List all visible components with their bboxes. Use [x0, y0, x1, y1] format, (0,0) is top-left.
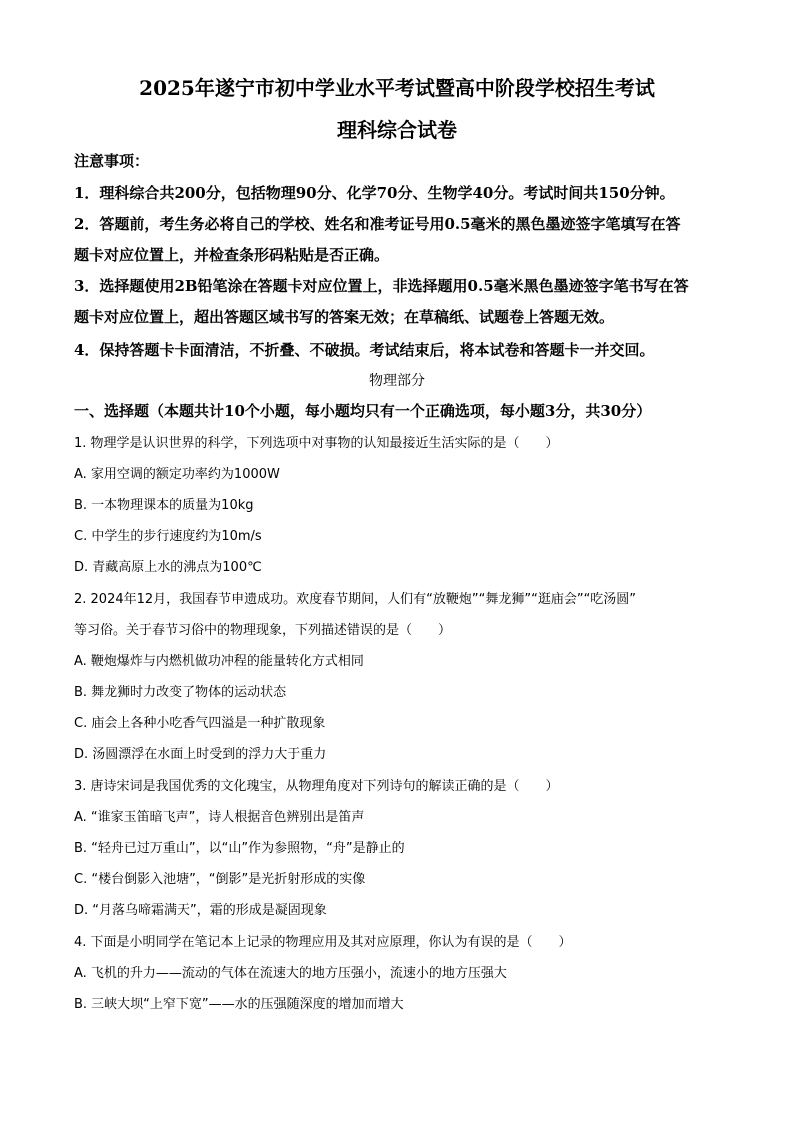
answer-option: D. 汤圆漂浮在水面上时受到的浮力大于重力	[74, 747, 327, 762]
notice-line: 题卡对应位置上，超出答题区域书写的答案无效；在草稿纸、试题卷上答题无效。	[74, 308, 615, 326]
question-stem: 等习俗。关于春节习俗中的物理现象，下列描述错误的是（ ）	[74, 623, 452, 638]
answer-option: C. 庙会上各种小吃香气四溢是一种扩散现象	[74, 716, 326, 731]
notice-heading: 注意事项：	[74, 152, 150, 170]
notice-line: 1．理科综合共200分，包括物理90分、化学70分、生物学40分。考试时间共150分钟。	[74, 184, 675, 202]
answer-option: B. 一本物理课本的质量为10kg	[74, 498, 254, 513]
answer-option: B. 舞龙狮时力改变了物体的运动状态	[74, 685, 287, 700]
answer-option: C. “楼台倒影入池塘”，“倒影”是光折射形成的实像	[74, 872, 366, 887]
question-stem: 1. 物理学是认识世界的科学，下列选项中对事物的认知最接近生活实际的是（ ）	[74, 436, 559, 451]
section-heading: 一、选择题（本题共计10个小题，每小题均只有一个正确选项，每小题3分，共30分）	[74, 402, 652, 420]
exam-subtitle: 理科综合试卷	[337, 118, 457, 142]
answer-option: A. “谁家玉笛暗飞声”，诗人根据音色辨别出是笛声	[74, 810, 365, 825]
notice-line: 3．选择题使用2B铅笔涂在答题卡对应位置上，非选择题用0.5毫米黑色墨迹签字笔书写在答	[74, 277, 689, 295]
exam-title: 2025年遂宁市初中学业水平考试暨高中阶段学校招生考试	[139, 76, 655, 100]
answer-option: A. 鞭炮爆炸与内燃机做功冲程的能量转化方式相同	[74, 654, 364, 669]
answer-option: D. 青藏高原上水的沸点为100℃	[74, 560, 262, 575]
notice-line: 2．答题前，考生务必将自己的学校、姓名和准考证号用0.5毫米的黑色墨迹签字笔填写在答	[74, 215, 681, 233]
part-title: 物理部分	[369, 373, 425, 389]
answer-option: C. 中学生的步行速度约为10m/s	[74, 529, 262, 544]
answer-option: A. 飞机的升力——流动的气体在流速大的地方压强小，流速小的地方压强大	[74, 966, 507, 981]
question-stem: 4. 下面是小明同学在笔记本上记录的物理应用及其对应原理，你认为有误的是（ ）	[74, 935, 572, 950]
answer-option: B. “轻舟已过万重山”，以“山”作为参照物，“舟”是静止的	[74, 841, 405, 856]
notice-line: 4．保持答题卡卡面清洁，不折叠、不破损。考试结束后，将本试卷和答题卡一并交回。	[74, 341, 655, 359]
question-stem: 3. 唐诗宋词是我国优秀的文化瑰宝，从物理角度对下列诗句的解读正确的是（ ）	[74, 779, 559, 794]
answer-option: A. 家用空调的额定功率约为1000W	[74, 467, 280, 482]
answer-option: D. “月落乌啼霜满天”，霜的形成是凝固现象	[74, 903, 327, 918]
question-stem: 2. 2024年12月，我国春节申遗成功。欢度春节期间，人们有“放鞭炮”“舞龙狮”“逛庙会”“吃汤圆”	[74, 592, 637, 607]
notice-line: 题卡对应位置上，并检查条形码粘贴是否正确。	[74, 246, 390, 264]
answer-option: B. 三峡大坝“上窄下宽”——水的压强随深度的增加而增大	[74, 997, 404, 1012]
